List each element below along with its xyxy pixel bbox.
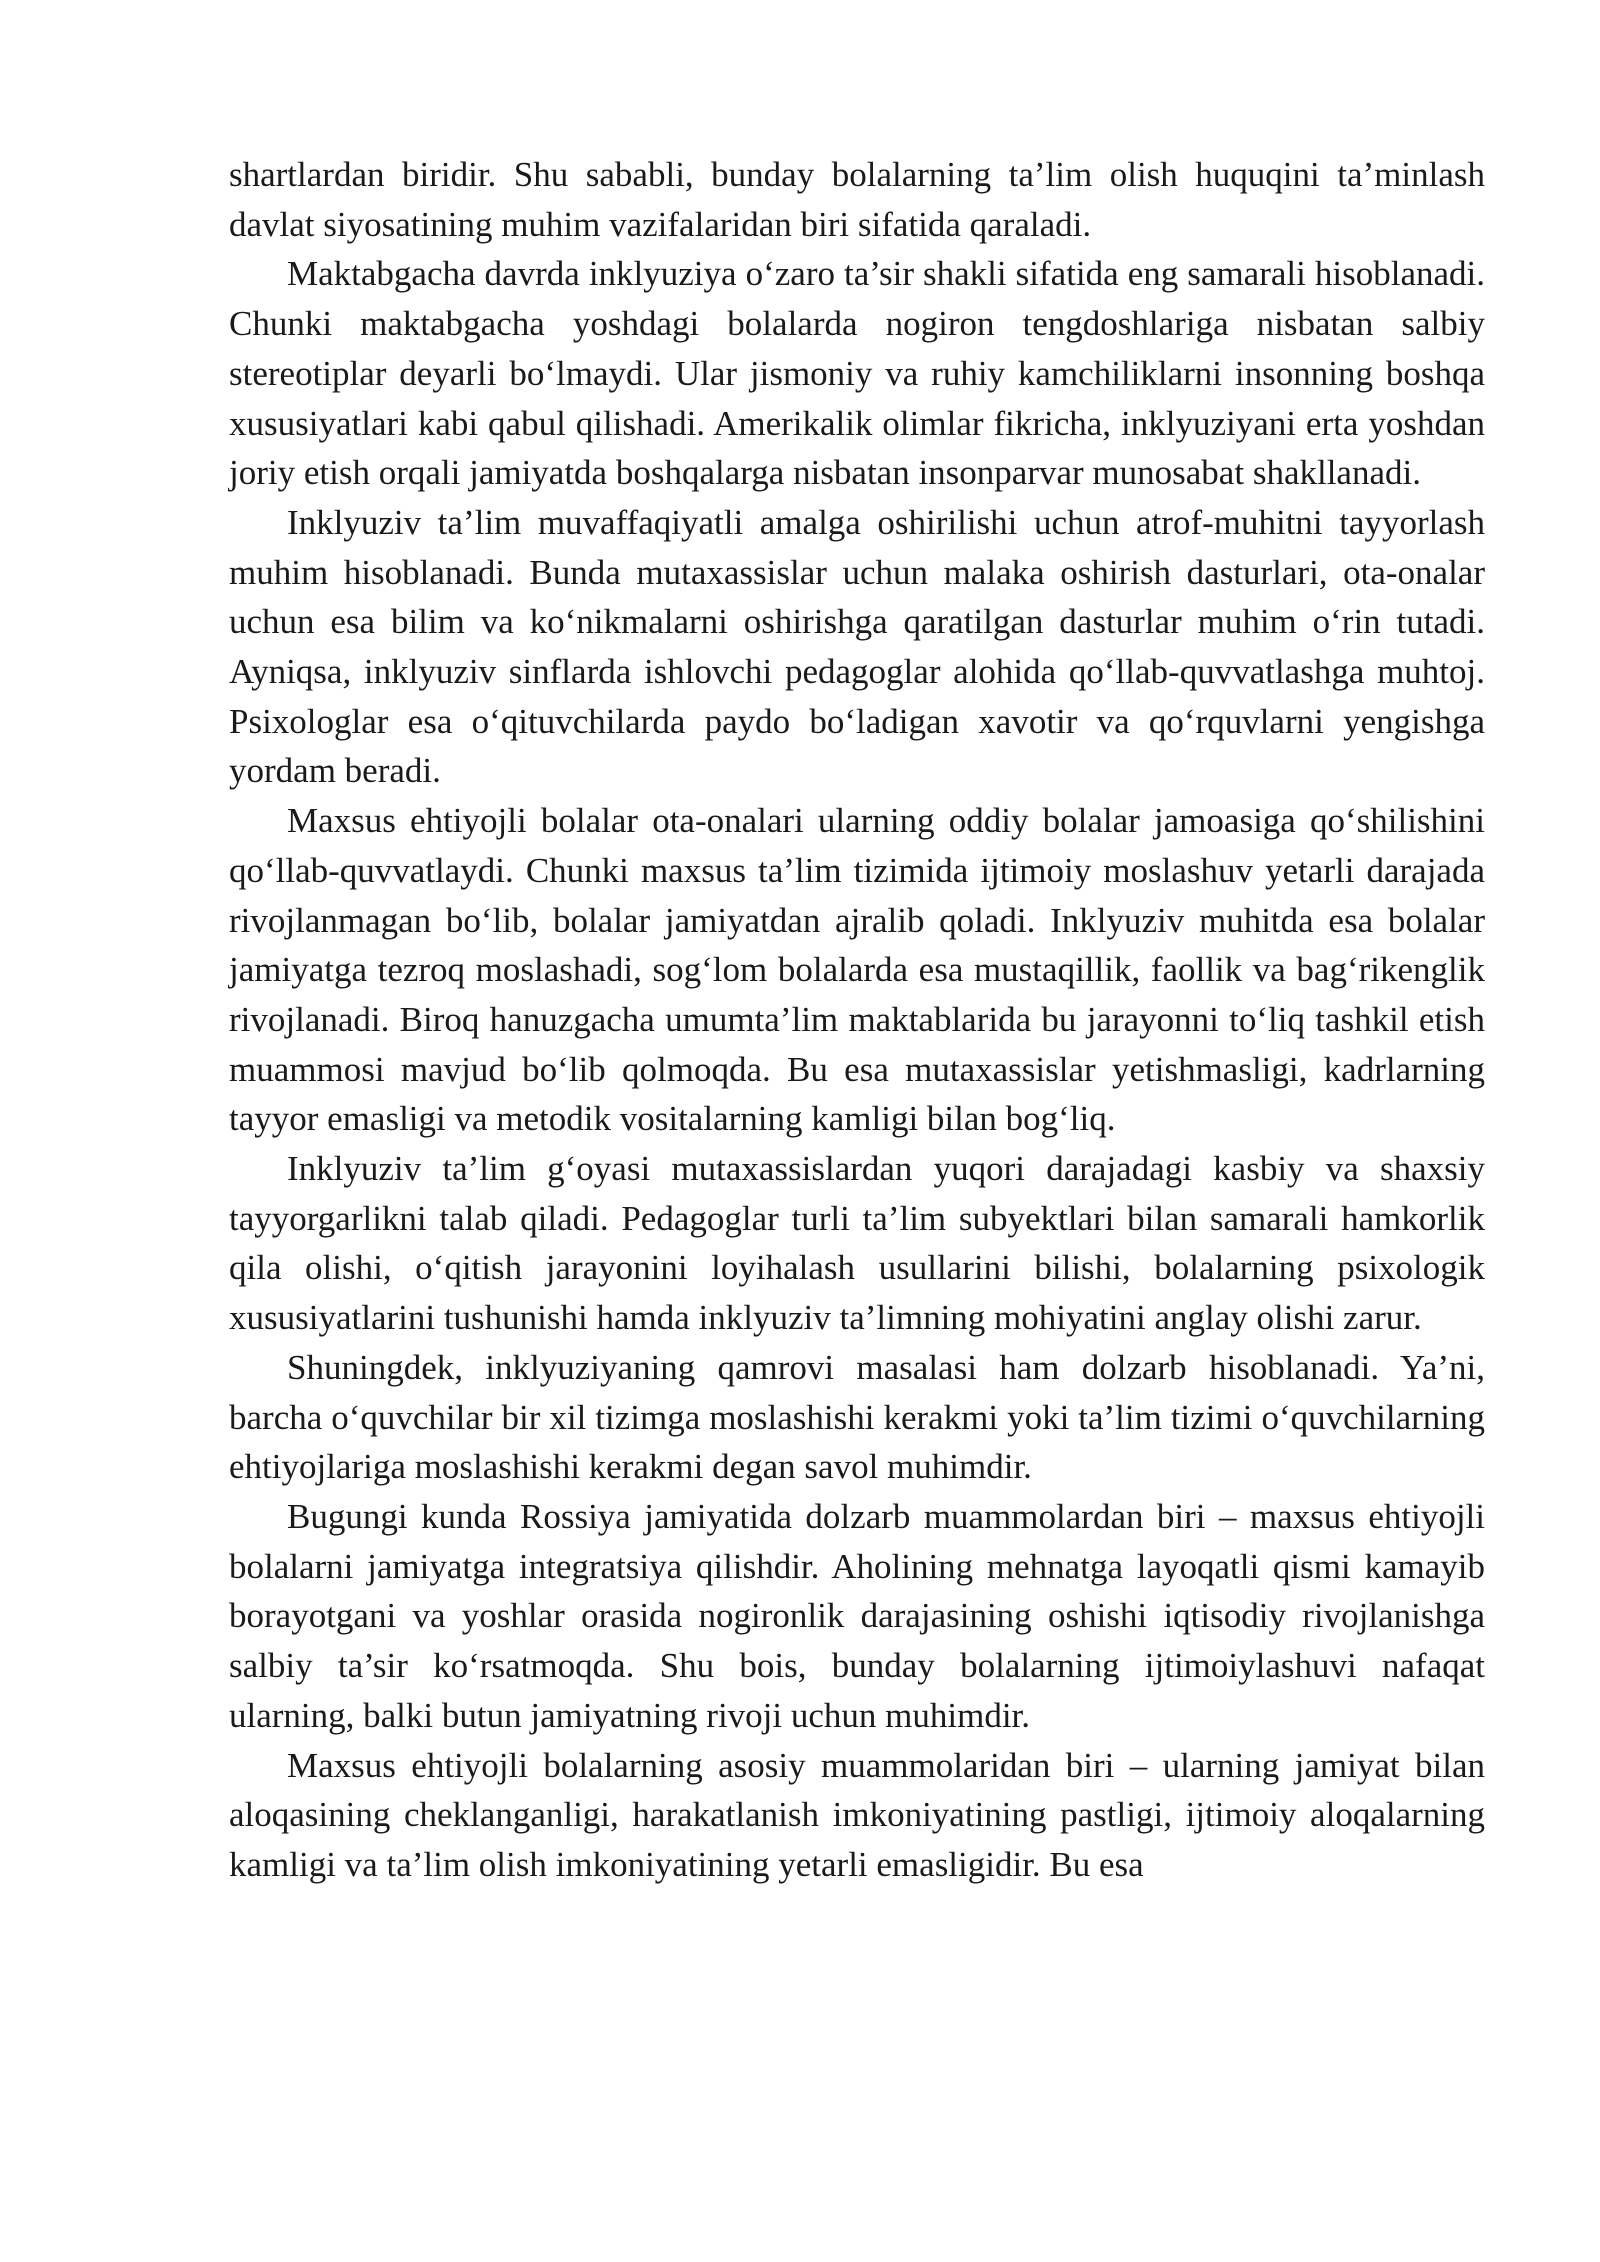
body-text <box>229 150 1485 1890</box>
paragraph-environment-preparation: Inklyuziv ta’lim muvaffaqiyatli amalga oshirilishi uchun atrof-muhitni tayyorlash muhim hisoblanadi. Bunda mutaxassislar uchun malaka oshirish dasturlari, ota-onalar uchun esa bilim va ko‘nikmalarni oshirishga qaratilgan dasturlar muhim o‘rin tutadi. Ayniqsa, inklyuziv sinflarda ishlovchi pedagoglar alohida qo‘llab-quvvatlashga muhtoj. Psixologlar esa o‘qituvchilarda paydo bo‘ladigan xavotir va qo‘rquvlarni yengishga yordam beradi. <box>229 502 1485 791</box>
paragraph-integration-problem: Bugungi kunda Rossiya jamiyatida dolzarb muammolardan biri – maxsus ehtiyojli bolalarni jamiyatga integratsiya qilishdir. Aholining mehnatga layoqatli qismi kamayib borayotgani va yoshlar orasida nogironlik darajasining oshishi iqtisodiy rivojlanishga salbiy ta’sir ko‘rsatmoqda. Shu bois, bunday bolalarning ijtimoiylashuvi nafaqat ularning, balki butun jamiyatning rivoji uchun muhimdir. <box>229 1496 1485 1735</box>
paragraph-continuation: shartlardan biridir. Shu sababli, bunday bolalarning ta’lim olish huquqini ta’minlash davlat siyosatining muhim vazifalaridan biri sifatida qaraladi. <box>229 155 1485 244</box>
paragraph-specialist-readiness: Inklyuziv ta’lim g‘oyasi mutaxassislardan yuqori darajadagi kasbiy va shaxsiy tayyorgarlikni talab qiladi. Pedagoglar turli ta’lim subyektlari bilan samarali hamkorlik qila olishi, o‘qitish jarayonini loyihalash usullarini bilishi, bolalarning psixologik xususiyatlarini tushunishi hamda inklyuziv ta’limning mohiyatini anglay olishi zarur. <box>229 1149 1485 1338</box>
paragraph-inclusion-scope: Shuningdek, inklyuziyaning qamrovi masalasi ham dolzarb hisoblanadi. Ya’ni, barcha o‘quvchilar bir xil tizimga moslashishi kerakmi yoki ta’lim tizimi o‘quvchilarning ehtiyojlariga moslashishi kerakmi degan savol muhimdir. <box>229 1347 1485 1487</box>
paragraph-main-problems: Maxsus ehtiyojli bolalarning asosiy muammolaridan biri – ularning jamiyat bilan aloqasining cheklanganligi, harakatlanish imkoniyatining pastligi, ijtimoiy aloqalarning kamligi va ta’lim olish imkoniyatining yetarli emasligidir. Bu esa <box>229 1745 1485 1884</box>
paragraph-parents-support: Maxsus ehtiyojli bolalar ota-onalari ularning oddiy bolalar jamoasiga qo‘shilishini qo‘llab-quvvatlaydi. Chunki maxsus ta’lim tizimida ijtimoiy moslashuv yetarli darajada rivojlanmagan bo‘lib, bolalar jamiyatdan ajralib qoladi. Inklyuziv muhitda esa bolalar jamiyatga tezroq moslashadi, sog‘lom bolalarda esa mustaqillik, faollik va bag‘rikenglik rivojlanadi. Biroq hanuzgacha umumta’lim maktablarida bu jarayonni to‘liq tashkil etish muammosi mavjud bo‘lib qolmoqda. Bu esa mutaxassislar yetishmasligi, kadrlarning tayyor emasligi va metodik vositalarning kamligi bilan bog‘liq. <box>229 801 1485 1139</box>
paragraph-inclusion-preschool: Maktabgacha davrda inklyuziya o‘zaro ta’sir shakli sifatida eng samarali hisoblanadi. Chunki maktabgacha yoshdagi bolalarda nogiron tengdoshlariga nisbatan salbiy stereotiplar deyarli bo‘lmaydi. Ular jismoniy va ruhiy kamchiliklarni insonning boshqa xususiyatlari kabi qabul qilishadi. Amerikalik olimlar fikricha, inklyuziyani erta yoshdan joriy etish orqali jamiyatda boshqalarga nisbatan insonparvar munosabat shakllanadi. <box>229 254 1485 493</box>
